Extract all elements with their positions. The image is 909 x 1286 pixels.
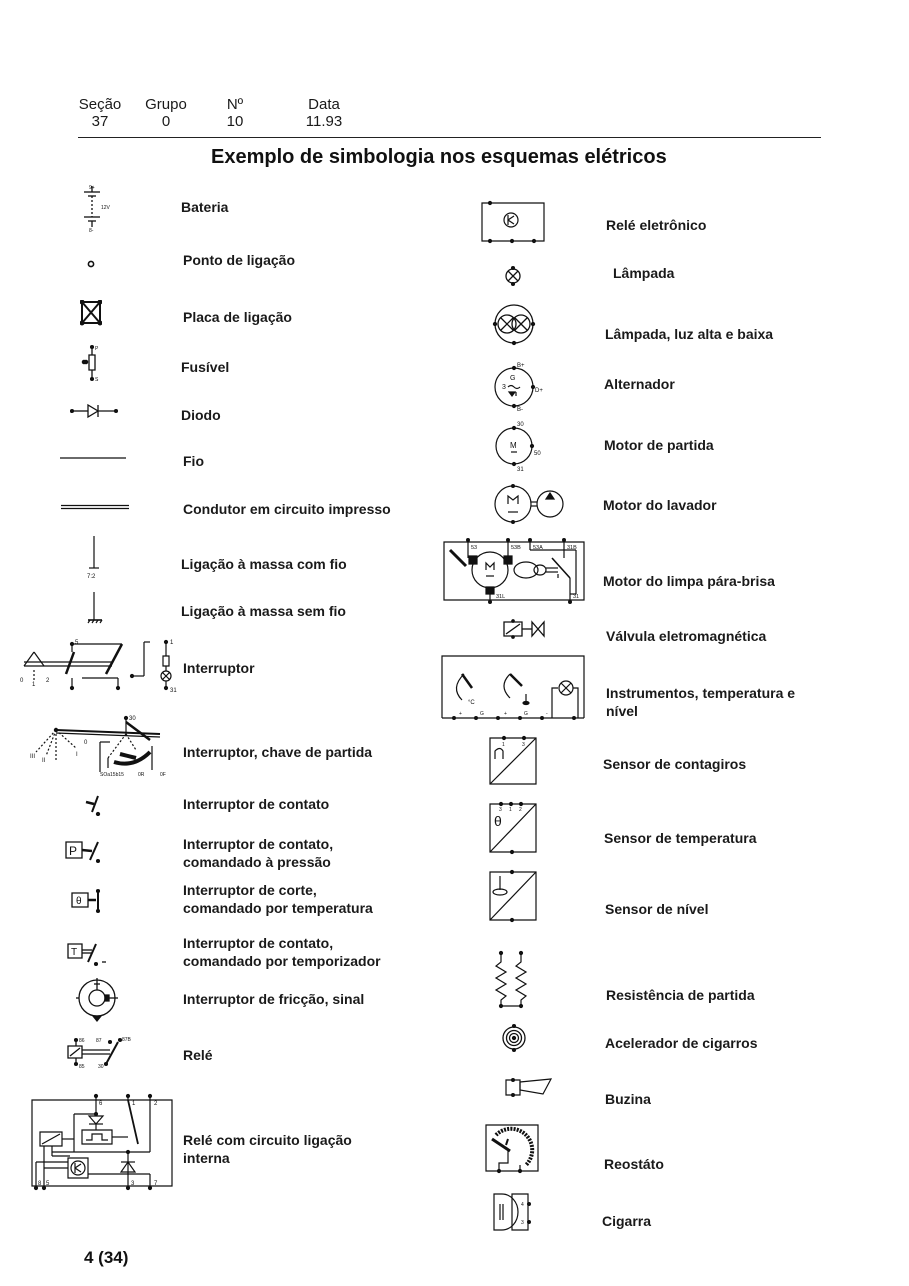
label-line: comandado por temperatura [183,900,373,916]
label-interruptor-chave-partida: Interruptor, chave de partida [183,744,373,760]
svg-text:B+: B+ [517,363,525,369]
header-col-numero [218,96,252,130]
svg-text:6: 6 [99,1101,103,1107]
svg-text:2: 2 [154,1101,158,1107]
horn-icon [503,1076,553,1100]
ignition-switch-icon [28,712,178,778]
svg-text:53: 53 [471,545,478,551]
svg-text:G: G [480,711,484,717]
label-reostato: Reostáto [604,1156,664,1172]
label-sensor-temperatura: Sensor de temperatura [604,830,757,846]
svg-text:T: T [71,947,78,958]
page-number: 4 (34) [84,1248,129,1267]
label-cigarra: Cigarra [602,1213,652,1229]
svg-text:8: 8 [38,1181,42,1187]
svg-text:12V: 12V [101,205,110,211]
washer-motor-icon [493,482,567,526]
svg-text:50: 50 [534,451,541,457]
svg-text:1: 1 [502,742,505,748]
thermal-cutoff-switch-icon [70,888,110,914]
label-rele-eletronico: Relé eletrônico [606,217,707,233]
svg-text:1: 1 [32,682,36,688]
label-interruptor-contato-temporizador [183,934,381,970]
svg-text:1: 1 [132,1101,136,1107]
svg-text:-: - [546,711,548,717]
solenoid-valve-icon [502,618,546,640]
svg-text:5: 5 [46,1181,50,1187]
svg-text:31L: 31L [496,594,506,600]
label-condutor-circuito-impresso: Condutor em circuito impresso [183,501,391,517]
label-interruptor-corte-temperatura [183,881,373,917]
fuse-icon [78,344,108,382]
svg-text:87: 87 [96,1038,102,1044]
label-lampada: Lâmpada [613,265,675,281]
svg-text:7: 7 [154,1181,158,1187]
svg-text:G: G [524,711,528,717]
svg-text:53B: 53B [511,545,521,551]
svg-text:53A: 53A [533,545,543,551]
label-line: Interruptor de corte, [183,882,317,898]
label-resistencia-partida: Resistência de partida [606,987,755,1003]
label-ligacao-massa-com-fio: Ligação à massa com fio [181,556,347,572]
svg-text:SOa15b15: SOa15b15 [100,772,124,778]
label-lampada-alta-baixa: Lâmpada, luz alta e baixa [605,326,774,342]
header-col-data [300,96,348,130]
connection-plate-icon [80,300,102,326]
svg-text:3: 3 [502,384,506,391]
header-label: Data [308,96,340,113]
header-label: Grupo [145,96,187,113]
page-title: Exemplo de simbologia nos esquemas elétricos [211,146,667,168]
svg-text:85: 85 [79,1064,85,1070]
svg-text:P: P [95,346,99,352]
label-interruptor-contato-pressao [183,835,333,871]
diode-icon [70,403,120,419]
electronic-relay-icon [480,198,548,244]
header-label: Nº [226,96,244,113]
switch-icon [20,638,180,694]
timer-switch-icon [66,940,110,968]
label-line: nível [606,703,638,719]
header-value: 37 [91,113,109,130]
label-line: Interruptor de contato, [183,935,334,951]
label-motor-de-partida: Motor de partida [604,437,714,453]
dual-lamp-icon [490,304,538,348]
svg-text:3: 3 [521,1220,524,1226]
label-rele: Relé [183,1047,213,1063]
label-diodo: Diodo [181,407,221,423]
svg-text:+: + [459,711,462,717]
label-placa-de-ligacao: Placa de ligação [183,309,292,325]
svg-text:5: 5 [75,640,79,646]
svg-text:0: 0 [20,678,24,684]
svg-text:86: 86 [79,1038,85,1044]
label-instrumentos [606,684,795,720]
svg-text:7:2: 7:2 [87,574,96,580]
label-alternador: Alternador [604,376,675,392]
label-motor-do-lavador: Motor do lavador [603,497,717,513]
header-value: 0 [161,113,171,130]
svg-text:II: II [42,758,46,764]
svg-text:S: S [95,377,99,382]
level-sensor-icon [488,868,538,924]
label-bateria: Bateria [181,199,229,215]
svg-text:31: 31 [170,688,177,694]
svg-text:°C: °C [468,700,475,706]
svg-text:4: 4 [521,1202,524,1208]
ground-wire-icon [86,534,106,582]
relay-internal-circuit-icon [30,1092,176,1192]
label-interruptor-friccao: Interruptor de fricção, sinal [183,991,365,1007]
svg-text:+: + [504,711,507,717]
tachometer-sensor-icon [488,734,538,786]
svg-text:M: M [510,441,517,450]
svg-text:87B: 87B [122,1037,131,1043]
svg-text:31: 31 [573,594,580,600]
svg-text:θ: θ [494,813,502,829]
label-interruptor-de-contato: Interruptor de contato [183,796,330,812]
svg-text:0: 0 [84,740,88,746]
lamp-icon [503,264,523,288]
printed-circuit-icon [61,504,131,510]
label-line: interna [183,1150,230,1166]
connection-point-icon [86,259,96,269]
contact-switch-icon [84,792,104,816]
svg-text:B-: B- [517,407,523,413]
svg-text:III: III [30,754,36,760]
label-acelerador-cigarros: Acelerador de cigarros [605,1035,758,1051]
label-line: Interruptor de contato, [183,836,334,852]
label-buzina: Buzina [605,1091,651,1107]
label-ponto-de-ligacao: Ponto de ligação [183,252,296,268]
label-line: Relé com circuito ligação [183,1132,352,1148]
battery-icon [82,184,112,234]
wire-icon [60,456,128,460]
header-value: 11.93 [305,113,343,130]
svg-text:30: 30 [98,1064,104,1070]
label-sensor-nivel: Sensor de nível [605,901,709,917]
friction-switch-icon [72,976,122,1024]
svg-text:31B: 31B [567,545,577,551]
svg-text:G: G [510,375,516,382]
buzzer-icon [492,1190,532,1232]
rheostat-icon [484,1123,540,1175]
svg-text:2: 2 [519,807,522,813]
label-valvula-eletromagnetica: Válvula eletromagnética [606,628,767,644]
header-col-secao [76,96,124,130]
wiper-motor-icon [442,538,588,604]
svg-text:D+: D+ [535,388,543,394]
cigarette-lighter-icon [500,1022,528,1054]
svg-text:1: 1 [170,640,174,646]
instruments-icon [440,654,588,724]
label-sensor-contagiros: Sensor de contagiros [603,756,747,772]
label-ligacao-massa-sem-fio: Ligação à massa sem fio [181,603,346,619]
relay-icon [66,1036,136,1070]
svg-text:30: 30 [517,422,524,428]
starter-motor-icon [492,420,542,474]
svg-text:30: 30 [129,716,136,722]
label-line: Instrumentos, temperatura e [606,685,796,701]
label-rele-circuito-interno [183,1131,352,1167]
svg-text:3: 3 [499,807,502,813]
svg-text:P: P [69,844,78,858]
label-fio: Fio [183,453,204,469]
label-line: comandado à pressão [183,854,331,870]
svg-text:3: 3 [522,742,525,748]
pressure-switch-icon [64,836,108,864]
ground-no-wire-icon [86,590,106,624]
svg-text:θ: θ [76,896,82,907]
header-label: Seção [78,96,122,113]
alternator-icon [490,360,544,414]
svg-text:8-: 8- [89,228,94,234]
svg-text:1: 1 [509,807,512,813]
label-motor-limpa-parabrisa: Motor do limpa pára-brisa [603,573,775,589]
svg-text:3: 3 [131,1181,135,1187]
svg-text:I: I [76,752,78,758]
label-fusivel: Fusível [181,359,230,375]
starting-resistor-icon [494,950,528,1010]
svg-text:0F: 0F [160,772,166,778]
header-value: 10 [226,113,244,130]
svg-text:2: 2 [46,678,50,684]
temperature-sensor-icon [488,800,538,856]
header-divider [78,137,821,138]
svg-text:0R: 0R [138,772,145,778]
svg-text:31: 31 [517,467,524,473]
svg-text:9+: 9+ [89,185,95,191]
label-interruptor: Interruptor [183,660,255,676]
label-line: comandado por temporizador [183,953,381,969]
header-col-grupo [142,96,190,130]
